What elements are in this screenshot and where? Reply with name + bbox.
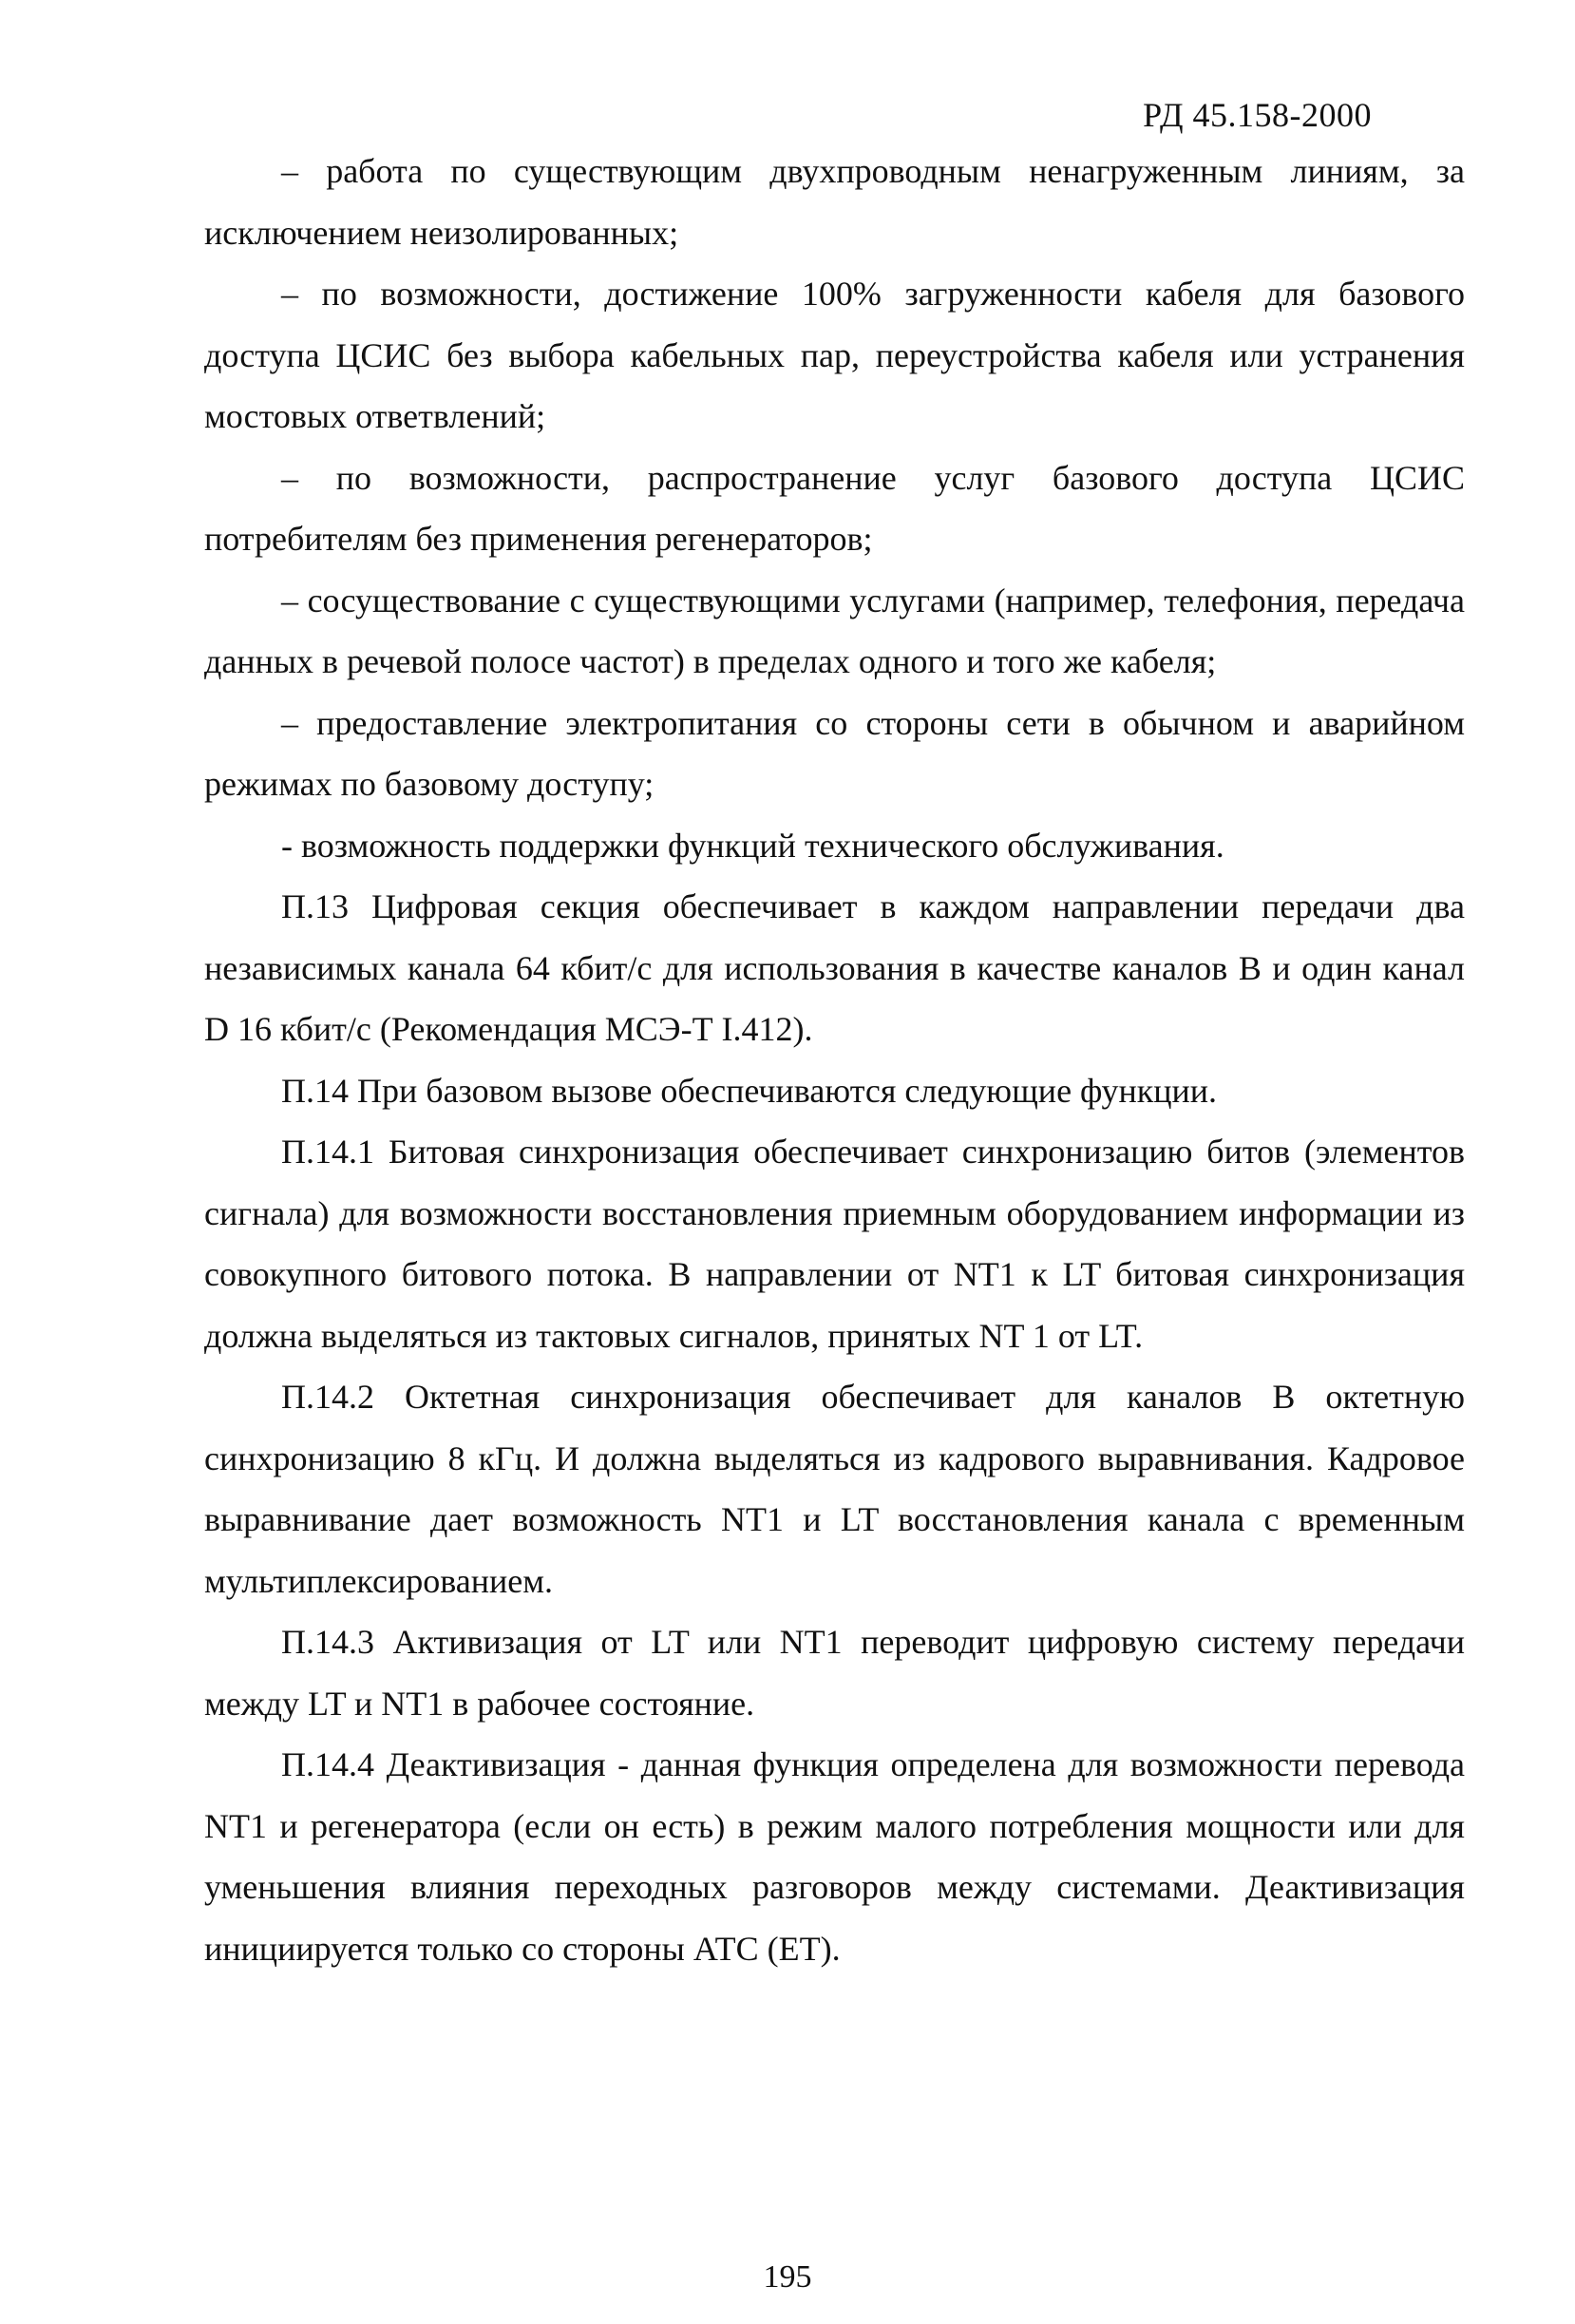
body-text: [204, 141, 1465, 1979]
list-item-power-feeding: – предоставление электропитания со стороны сети в обычном и аварийном режимах по базовому доступу;: [204, 703, 1465, 803]
list-item-twisted-pair: – работа по существующим двухпроводным ненагруженным линиям, за исключением неизолированных;: [204, 152, 1465, 252]
list-item-cable-load: – по возможности, достижение 100% загруженности кабеля для базового доступа ЦСИС без выбора кабельных пар, переустройства кабеля или устранения мостовых ответвлений;: [204, 275, 1465, 435]
list-item-coexistence: – сосуществование с существующими услугами (например, телефония, передача данных в речевой полосе частот) в пределах одного и того же кабеля;: [204, 581, 1465, 680]
clause-p13: П.13 Цифровая секция обеспечивает в каждом направлении передачи два независимых канала 64 кбит/с для использования в качестве каналов В и один канал D 16 кбит/с (Рекомендация МСЭ-Т I.412).: [204, 887, 1465, 1048]
page-number: 195: [763, 2259, 812, 2295]
list-item-maintenance: - возможность поддержки функций технического обслуживания.: [281, 826, 1224, 865]
clause-p14-1: П.14.1 Битовая синхронизация обеспечивает синхронизацию битов (элементов сигнала) для возможности восстановления приемным оборудованием информации из совокупного битового потока. В направлении от NT1 к LT битовая синхронизация должна выделяться из тактовых сигналов, принятых NT 1 от LT.: [204, 1133, 1465, 1355]
document-code: РД 45.158-2000: [1143, 96, 1372, 134]
clause-p14-3: П.14.3 Активизация от LT или NT1 переводит цифровую систему передачи между LT и NT1 в рабочее состояние.: [204, 1623, 1465, 1723]
clause-p14: П.14 При базовом вызове обеспечиваются следующие функции.: [281, 1071, 1218, 1110]
list-item-no-regenerators: – по возможности, распространение услуг базового доступа ЦСИС потребителям без применения регенераторов;: [204, 458, 1465, 558]
clause-p14-2: П.14.2 Октетная синхронизация обеспечивает для каналов В октетную синхронизацию 8 кГц. И должна выделяться из кадрового выравнивания. Кадровое выравнивание дает возможность NT1 и LT восстановления канала с временным мультиплексированием.: [204, 1378, 1465, 1600]
clause-p14-4: П.14.4 Деактивизация - данная функция определена для возможности перевода NT1 и регенератора (если он есть) в режим малого потребления мощности или для уменьшения влияния переходных разговоров между системами. Деактивизация инициируется только со стороны АТС (ЕТ).: [204, 1745, 1465, 1968]
